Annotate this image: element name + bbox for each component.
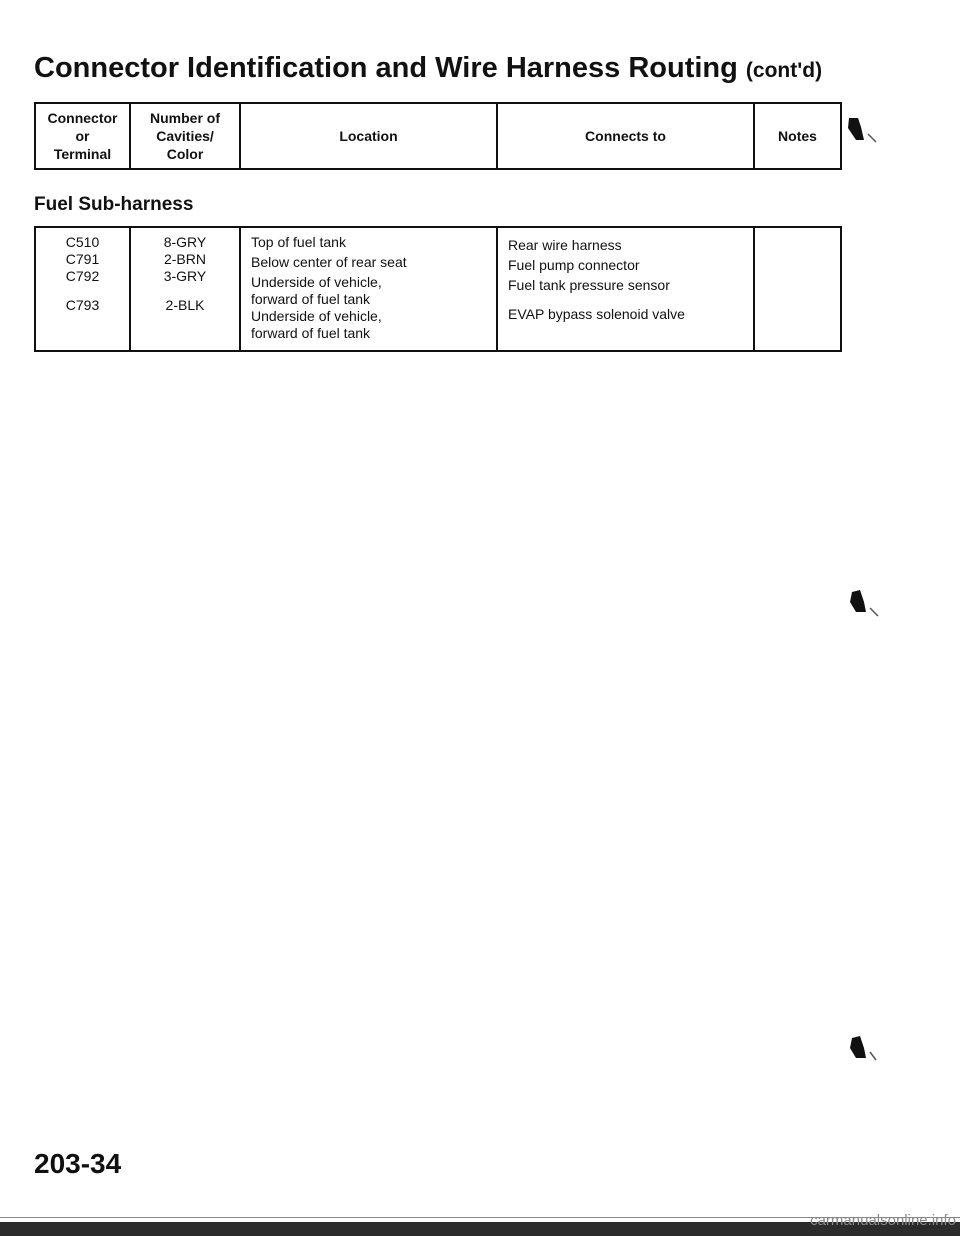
connector-id: C510 <box>65 234 100 250</box>
connects-to-text: EVAP bypass solenoid valve <box>508 306 685 322</box>
connects-to-text: Fuel tank pressure sensor <box>508 277 670 293</box>
connects-to-cell <box>497 227 754 351</box>
connector-id: C793 <box>65 297 100 313</box>
cavity-color: 3-GRY <box>163 268 207 284</box>
connects-to-text: Fuel pump connector <box>508 257 640 273</box>
header-cavities: Number of Cavities/ Color <box>130 103 240 169</box>
registration-mark-1 <box>846 118 878 144</box>
registration-mark-3 <box>848 1036 880 1066</box>
cavity-color: 2-BLK <box>165 297 205 313</box>
cavities-cell <box>130 227 240 351</box>
section-title: Fuel Sub-harness <box>34 194 194 215</box>
connector-table <box>34 226 842 352</box>
page-title <box>34 52 822 85</box>
page-number: 203-34 <box>34 1148 122 1179</box>
page-title-main: Connector Identification and Wire Harness Routing <box>34 52 738 84</box>
page-title-suffix: (cont'd) <box>745 59 823 82</box>
registration-mark-2 <box>848 590 880 620</box>
location-cell <box>240 227 497 351</box>
location-text: Underside of vehicle, <box>251 274 382 290</box>
location-text: Below center of rear seat <box>251 254 407 270</box>
connects-to-text: Rear wire harness <box>508 237 622 253</box>
table-header <box>34 102 842 170</box>
location-text: Top of fuel tank <box>251 234 346 250</box>
location-text: Underside of vehicle, <box>251 308 382 324</box>
connector-cell <box>35 227 130 351</box>
cavity-color: 2-BRN <box>163 251 206 267</box>
notes-cell <box>754 227 841 351</box>
cavity-color: 8-GRY <box>163 234 207 250</box>
connector-id: C791 <box>65 251 100 267</box>
location-text: forward of fuel tank <box>251 291 371 307</box>
header-location: Location <box>240 103 497 169</box>
table-row <box>35 227 841 351</box>
watermark: carmanualsonline.info <box>810 1212 956 1229</box>
header-connects-to: Connects to <box>497 103 754 169</box>
connector-id: C792 <box>65 268 100 284</box>
location-text: forward of fuel tank <box>251 325 371 341</box>
header-notes: Notes <box>754 103 841 169</box>
header-connector: Connector or Terminal <box>35 103 130 169</box>
